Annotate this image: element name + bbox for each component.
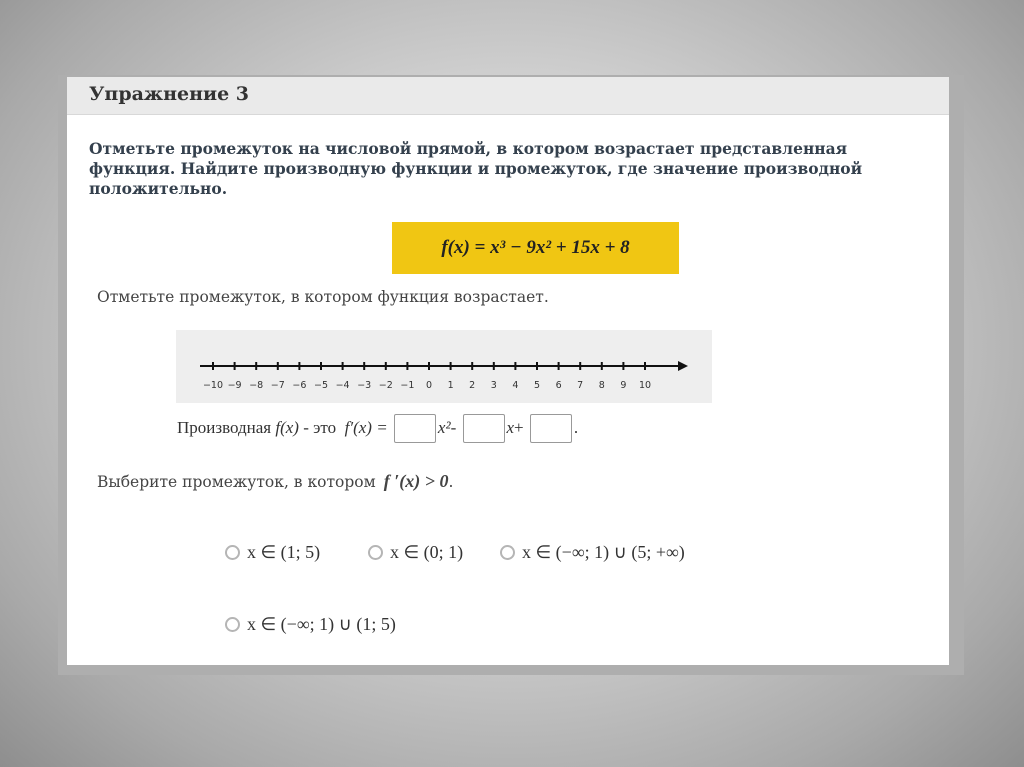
number-line-tick-label: 9	[620, 380, 627, 391]
instructions-text: Отметьте промежуток на числовой прямой, в котором возрастает представленная функция. Найдите производную функции и промежуток, где значение производной положительно.	[89, 139, 863, 198]
plus-sign: +	[514, 418, 524, 437]
number-line-tick-label: −7	[270, 380, 285, 391]
option-2[interactable]	[368, 542, 463, 563]
option-4-label: x ∈ (−∞; 1) ∪ (1; 5)	[247, 614, 396, 634]
exercise-panel	[67, 77, 949, 665]
function-formula-box	[392, 222, 679, 274]
number-line-tick-label: 1	[447, 380, 454, 391]
number-line-tick-label: −9	[227, 380, 242, 391]
option-3[interactable]	[500, 542, 685, 563]
number-line-tick-label: 7	[577, 380, 584, 391]
derivative-label: Производная	[177, 418, 272, 437]
function-formula	[441, 237, 629, 259]
number-line-tick-label: 4	[512, 380, 519, 391]
derivative-is: - это	[303, 418, 337, 437]
number-line-arrow-icon	[678, 361, 688, 371]
option-3-radio[interactable]	[500, 545, 515, 560]
coef-x-input[interactable]	[463, 414, 505, 443]
option-4[interactable]	[225, 614, 396, 635]
number-line-tick-label: −3	[357, 380, 372, 391]
derivative-func: f(x)	[275, 418, 299, 437]
number-line-tick-label: 0	[425, 380, 433, 391]
option-3-label: x ∈ (−∞; 1) ∪ (5; +∞)	[522, 542, 685, 562]
number-line-tick-label: 2	[469, 380, 476, 391]
select-prompt	[97, 471, 453, 492]
term-x2: x²	[437, 418, 451, 437]
number-line-tick-label: 10	[638, 380, 652, 391]
select-prompt-text: Выберите промежуток, в котором	[97, 472, 376, 491]
number-line-tick-label: −4	[335, 380, 350, 391]
number-line-tick-label: −5	[313, 380, 329, 391]
derivative-fprime: f′(x) =	[344, 418, 388, 437]
number-line-widget[interactable]	[176, 330, 712, 403]
select-condition: f ′(x) > 0	[383, 471, 449, 491]
number-line-tick-label: −8	[249, 380, 264, 391]
option-4-radio[interactable]	[225, 617, 240, 632]
term-x: x	[506, 418, 515, 437]
select-prompt-end: .	[448, 472, 454, 491]
option-1-radio[interactable]	[225, 545, 240, 560]
derivative-row	[177, 412, 578, 444]
exercise-header	[67, 77, 949, 115]
number-line-tick-label: 3	[490, 380, 497, 391]
number-line-tick-label: −6	[292, 380, 307, 391]
option-2-label: x ∈ (0; 1)	[390, 542, 464, 562]
coef-x2-input[interactable]	[394, 414, 436, 443]
option-2-radio[interactable]	[368, 545, 383, 560]
number-line-tick-label: 5	[533, 380, 541, 391]
minus-sign: -	[450, 418, 457, 437]
option-1-label: x ∈ (1; 5)	[247, 542, 321, 562]
number-line[interactable]	[176, 330, 712, 403]
formula-lhs: f(x) =	[441, 237, 491, 258]
number-line-tick-label: −2	[378, 380, 393, 391]
number-line-tick-label: 8	[598, 380, 605, 391]
number-line-tick-label: −10	[202, 380, 224, 391]
number-line-tick-label: 6	[555, 380, 562, 391]
option-1[interactable]	[225, 542, 320, 563]
numberline-prompt: Отметьте промежуток, в котором функция возрастает.	[97, 288, 549, 306]
number-line-tick-label: −1	[400, 380, 415, 391]
exercise-title: Упражнение 3	[89, 83, 250, 105]
constant-input[interactable]	[530, 414, 572, 443]
formula-rhs: x³ − 9x² + 15x + 8	[490, 237, 630, 258]
derivative-end: .	[573, 418, 579, 437]
